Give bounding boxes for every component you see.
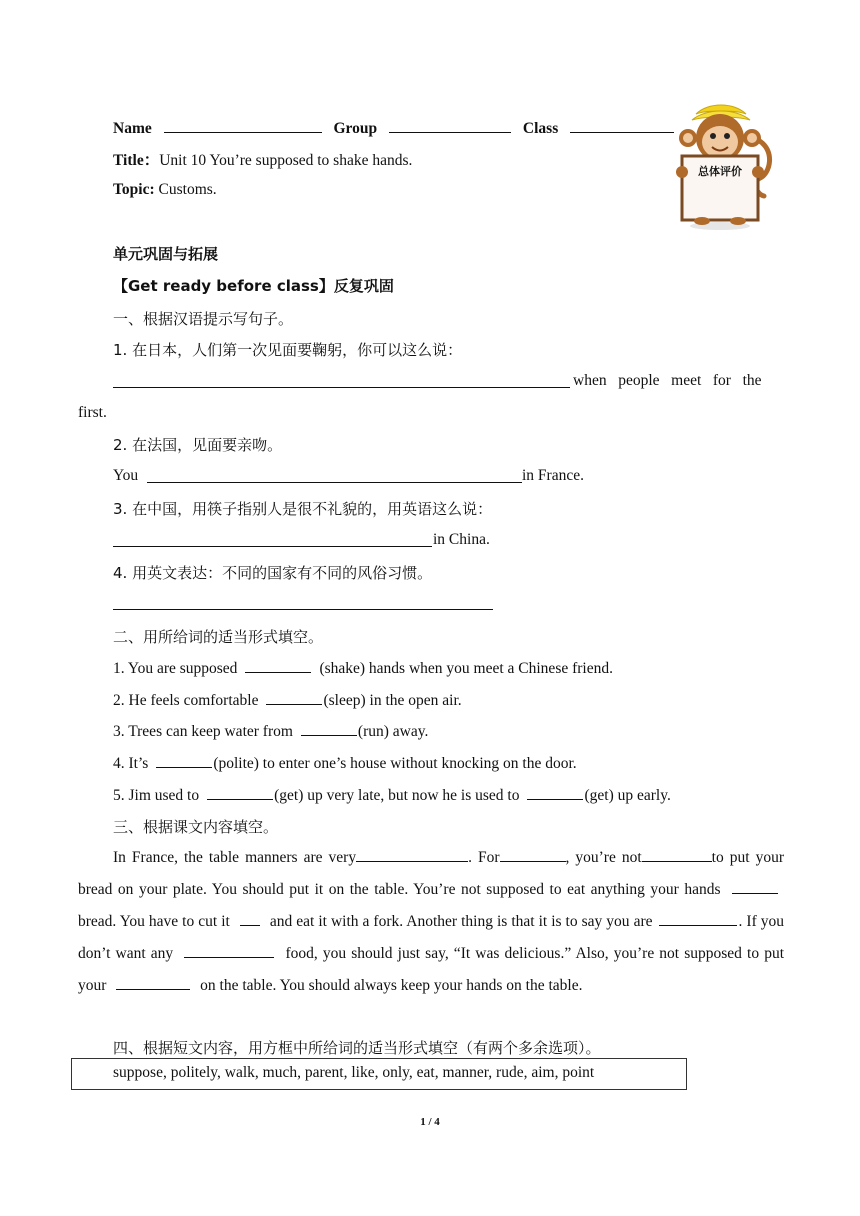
word-bank-box [71,1058,687,1090]
part1-q1-answer-line[interactable] [113,387,570,388]
part1-q4: 4. 用英文表达：不同的国家有不同的风俗习惯。 [113,564,433,582]
group-blank[interactable] [389,117,511,133]
part3-blank-1[interactable] [356,847,468,862]
part2-item-2-blank[interactable] [266,690,322,705]
title-label: Title： [113,152,160,169]
part1-q4-answer-line[interactable] [113,609,493,610]
part3-blank-2[interactable] [500,847,566,862]
name-label: Name [113,120,152,137]
topic-value: Customs. [154,181,217,198]
part1-q2-lead: You [113,467,139,484]
part1-q2-tail: in France. [522,467,584,484]
badge-text: 总体评价 [698,165,742,178]
part3-blank-8[interactable] [116,975,190,990]
part2-heading: 二、用所给词的适当形式填空。 [113,628,324,646]
topic-label: Topic: [113,181,155,198]
part2-item-4: 4. It’s (polite) to enter one’s house without knocking on the door. [113,755,577,772]
monkey-evaluation-badge-icon [666,100,774,232]
header-row [113,117,674,138]
section-heading: 单元巩固与拓展 [113,245,219,263]
class-blank[interactable] [570,117,674,133]
page-number: 1 / 4 [420,1116,440,1128]
part1-q1: 1. 在日本，人们第一次见面要鞠躬，你可以这么说： [113,341,463,359]
class-label: Class [522,120,559,137]
part3-heading: 三、根据课文内容填空。 [113,818,279,836]
part2-item-3: 3. Trees can keep water from (run) away. [113,723,429,740]
part2-item-5: 5. Jim used to (get) up very late, but now he is used to (get) up early. [113,787,671,804]
part3-blank-4[interactable] [732,879,778,894]
part1-q3-tail: in China. [433,531,490,548]
part3-blank-7[interactable] [184,943,274,958]
part1-q3-answer-line[interactable] [113,546,432,547]
group-label: Group [333,120,378,137]
part1-heading: 一、根据汉语提示写句子。 [113,310,294,328]
part1-q2-answer-line[interactable] [147,482,522,483]
part4-heading: 四、根据短文内容，用方框中所给词的适当形式填空（有两个多余选项）。 [113,1039,601,1057]
part1-q2: 2. 在法国，见面要亲吻。 [113,436,283,454]
part3-blank-6[interactable] [659,911,737,926]
part3-passage: In France, the table manners are very . For , you’re not to put your bread on your plate. You should put it on the table. You’re not supposed to eat anything your hands bread. You have to cut it and eat it with a fork. Another thing is that it is to say you are . If you don’t want any food, you should just say, “It was delicious.” Also, you’re not supposed to put your on the table. You should always keep your hands on the table. [78,849,785,994]
part2-item-2: 2. He feels comfortable (sleep) in the open air. [113,692,462,709]
part1-q1-tail: when people meet for the [573,372,762,389]
get-ready-heading: 【Get ready before class】反复巩固 [113,277,394,295]
part2-item-5-blank-1[interactable] [207,785,273,800]
part2-item-4-blank[interactable] [156,753,212,768]
part2-item-1: 1. You are supposed (shake) hands when you meet a Chinese friend. [113,660,613,677]
part1-q1-wrap: first. [78,404,107,421]
part2-item-1-blank[interactable] [245,658,311,673]
part3-blank-5[interactable] [240,911,260,926]
part3-blank-3[interactable] [642,847,712,862]
part2-item-3-blank[interactable] [301,721,357,736]
title-value: Unit 10 You’re supposed to shake hands. [159,152,413,169]
word-bank-words: suppose, politely, walk, much, parent, like, only, eat, manner, rude, aim, point [113,1064,595,1081]
part1-q3: 3. 在中国，用筷子指别人是很不礼貌的，用英语这么说： [113,500,493,518]
topic-line [113,181,217,199]
title-line [113,148,412,170]
part2-item-5-blank-2[interactable] [527,785,583,800]
name-blank[interactable] [164,117,322,133]
